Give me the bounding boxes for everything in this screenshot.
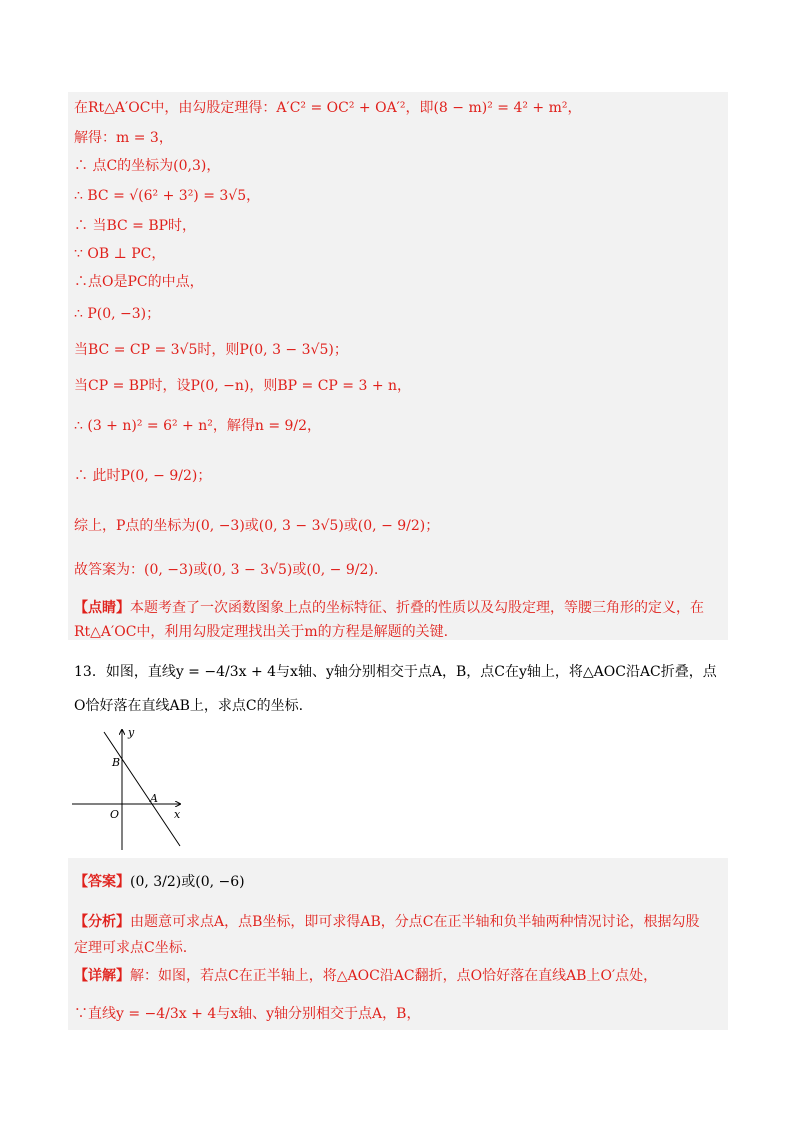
analysis-text-1: 由题意可求点A，点B坐标，即可求得AB，分点C在正半轴和负半轴两种情况讨论，根据勾股 [130,914,700,930]
detail-text-1: 解：如图，若点C在正半轴上，将△AOC沿AC翻折，点O恰好落在直线AB上O′点处， [130,968,658,984]
detail-line-1 [74,966,657,986]
solution-line-10: 当CP = BP时，设P(0, −n)，则BP = CP = 3 + n， [74,378,412,394]
solution-line-7: ∴点O是PC的中点， [74,274,204,290]
fig-label-y: y [128,726,135,739]
answer-line [74,872,245,892]
analysis-line-2: 定理可求点C坐标. [74,940,188,956]
solution-line-14: 故答案为：(0, −3)或(0, 3 − 3√5)或(0, − 9/2). [74,562,379,578]
comment-label: 【点睛】 [74,600,130,616]
answer-text: (0, 3/2)或(0, −6) [130,874,245,890]
solution-line-12: ∴ 此时P(0, − 9/2)； [74,468,212,484]
solution-line-8: ∴ P(0, −3)； [74,306,161,322]
solution-line-3: ∴ 点C的坐标为(0,3)， [74,158,221,174]
analysis-line-1 [74,912,700,932]
solution-line-9: 当BC = CP = 3√5时，则P(0, 3 − 3√5)； [74,342,348,358]
solution-line-2: 解得：m = 3， [74,130,173,146]
fig-label-b: B [112,756,121,769]
solution-line-5: ∴ 当BC = BP时， [74,218,197,234]
analysis-label: 【分析】 [74,914,130,930]
fig-label-x: x [174,808,181,821]
fig-label-a: A [150,792,158,805]
comment-text-1: 本题考查了一次函数图象上点的坐标特征、折叠的性质以及勾股定理，等腰三角形的定义，在 [130,600,704,616]
question-figure [68,726,198,856]
comment-line-2: Rt△A′OC中，利用勾股定理找出关于m的方程是解题的关键. [74,624,449,640]
comment-line-1 [74,598,704,618]
solution-line-13: 综上，P点的坐标为(0, −3)或(0, 3 − 3√5)或(0, − 9/2)； [74,518,440,534]
question-line-2: O恰好落在直线AB上，求点C的坐标. [74,698,304,714]
question-line-1: 13．如图，直线y = −4/3x + 4与x轴、y轴分别相交于点A，B，点C在y轴上，将△AOC沿AC折叠，点 [74,664,717,680]
detail-line-2: ∵直线y = −4/3x + 4与x轴、y轴分别相交于点A，B， [74,1006,421,1022]
line-ab [104,732,180,846]
solution-line-1: 在Rt△A′OC中，由勾股定理得：A′C² = OC² + OA′²，即(8 − m)² = 4² + m²， [74,100,582,116]
solution-line-11: ∴ (3 + n)² = 6² + n²，解得n = 9/2， [74,418,322,434]
solution-line-6: ∵ OB ⊥ PC， [74,246,166,262]
solution-line-4: ∴ BC = √(6² + 3²) = 3√5， [74,188,261,204]
answer-label: 【答案】 [74,874,130,890]
fig-label-o: O [110,808,120,821]
detail-label: 【详解】 [74,968,130,984]
